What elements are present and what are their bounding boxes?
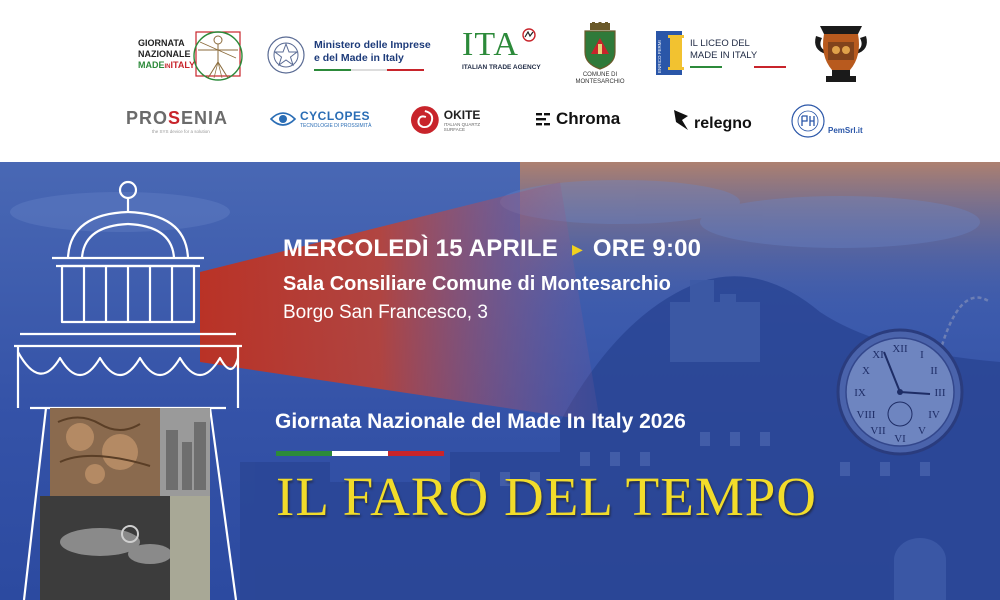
logo-relegno [672,104,762,136]
vitruvian-man-icon [190,28,244,82]
gnmi-in: IN [164,63,171,70]
relegno-name: relegno [694,115,752,132]
prosenia-tagline: the SYS device for a solution [152,129,210,134]
gnmi-line2: NAZIONALE [138,48,191,59]
event-title: IL FARO DEL TEMPO [276,466,818,527]
relegno-mark-icon [672,108,692,132]
okite-swirl-icon [410,105,440,135]
okite-tagline: ITALIAN QUARTZ SURFACE [443,122,481,132]
logo-cyclopes [270,104,380,134]
logo-ita-italian-trade-agency [462,28,552,78]
svg-text:X: X [862,365,870,377]
event-date-time [283,235,701,263]
gnmi-line1: GIORNATA [138,37,185,48]
cyclopes-tagline: TECNOLOGIE DI PROSSIMITÀ [300,123,372,129]
cyclopes-name: CYCLOPES [300,109,371,123]
gnmi-italy: ITALY [170,59,196,70]
church-dome [894,538,946,600]
svg-text:I: I [920,349,924,361]
ministero-line2: e del Made in Italy [314,52,404,64]
greek-vase-icon [812,20,870,92]
partner-logo-strip [0,0,1000,162]
event-time: ORE 9:00 [592,235,702,262]
chroma-mark-icon [536,111,552,127]
logo-greek-vase [812,20,870,92]
liceo-side-text: ENRICO FERMI [657,40,662,73]
pem-seal-icon [790,102,826,140]
logo-prosenia [126,108,238,138]
svg-text:VIII: VIII [856,409,876,421]
logo-okite [410,104,502,136]
svg-text:III: III [934,387,946,399]
okite-name: OKITE [443,108,481,122]
enrico-fermi-badge [656,31,682,75]
liceo-line2: MADE IN ITALY [690,50,758,61]
italian-flag-bar [276,451,444,456]
gnmi-made: MADE [138,59,165,70]
event-address: Borgo San Francesco, 3 [283,302,488,323]
logo-ministero-imprese-made-in-italy [266,30,436,80]
prosenia-pre: PRO [126,108,169,128]
ita-subtitle: ITALIAN TRADE AGENCY [462,64,541,71]
republic-emblem-icon [266,35,306,75]
comune-line1: COMUNE DI [582,72,618,78]
logo-giornata-nazionale-made-in-italy [138,28,248,82]
play-arrow-icon: ▶ [571,240,583,257]
svg-text:XII: XII [892,343,908,355]
svg-text:XI: XI [872,349,884,361]
logo-comune-montesarchio [572,22,628,88]
svg-text:IV: IV [928,409,940,421]
ita-letters: ITA [462,26,519,63]
logo-chroma [536,106,640,132]
prosenia-mid: S [168,108,182,128]
svg-text:VII: VII [870,425,886,437]
prosenia-post: ENIA [181,108,229,128]
eye-icon [270,109,296,129]
event-banner [0,162,1000,600]
liceo-flag-underline [690,66,786,68]
event-venue: Sala Consiliare Comune di Montesarchio [283,273,671,295]
svg-text:V: V [918,425,926,437]
event-date: MERCOLEDÌ 15 APRILE [283,235,558,262]
svg-text:IX: IX [854,387,866,399]
pemsrl-name: PemSrl.it [828,125,863,135]
svg-text:VI: VI [894,433,906,445]
italian-flag-underline [314,69,424,71]
liceo-line1: IL LICEO DEL [690,38,750,49]
banner-illustration [0,162,1000,600]
craft-photo-collage [40,408,210,600]
ministero-line1: Ministero delle Imprese [314,39,431,51]
comune-line2: MONTESARCHIO [575,79,625,85]
event-subtitle: Giornata Nazionale del Made In Italy 2026 [275,410,686,433]
svg-text:II: II [930,365,938,377]
chroma-name: Chroma [556,109,621,128]
ita-mark-icon [521,28,537,42]
logo-pemsrl [790,100,876,142]
town-crest-icon [581,22,619,70]
event-details [283,235,701,324]
logo-liceo-made-in-italy [656,30,786,76]
